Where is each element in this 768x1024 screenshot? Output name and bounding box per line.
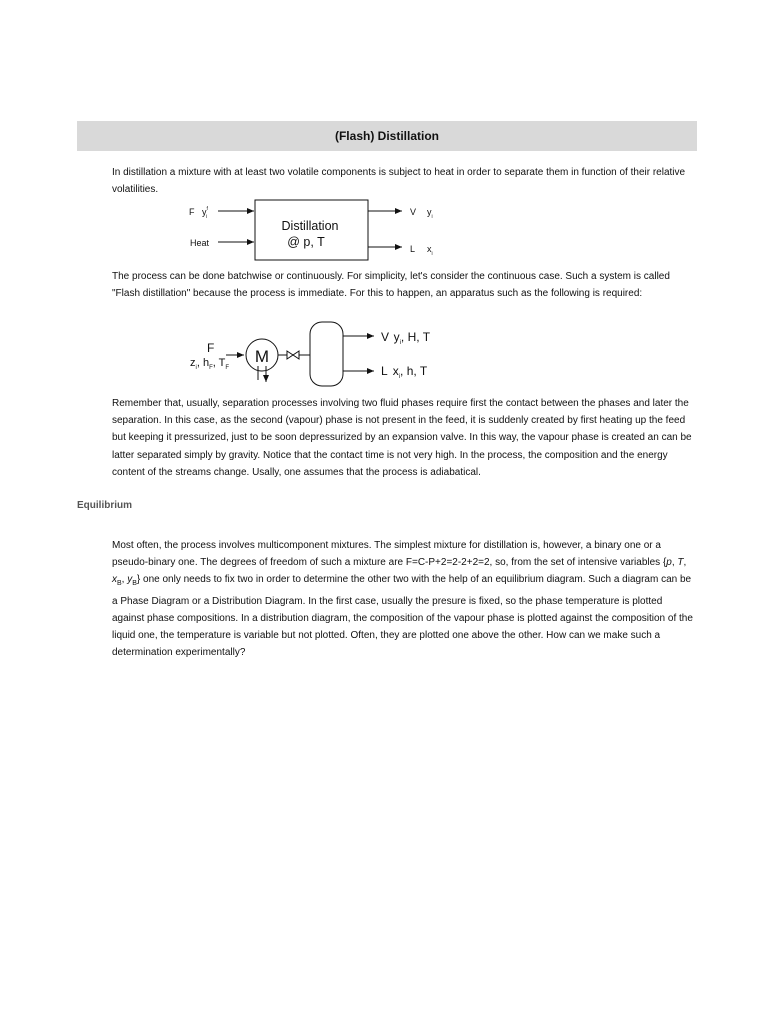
- vapour-comp: $y_i$: [427, 207, 433, 220]
- box-line1: Distillation: [281, 219, 339, 233]
- liquid-stream-label: L $x_i$, h, T: [381, 364, 428, 380]
- feed-comp: $y^f$ i: [202, 206, 208, 220]
- liquid-label: L: [410, 244, 416, 254]
- flash-apparatus-diagram: [0, 0, 768, 400]
- intro-paragraph: In distillation a mixture with at least two volatile components is subject to heat in order to separate them in function of their relative volatilities.: [112, 167, 686, 196]
- liquid-comp: $x_i$: [427, 244, 433, 257]
- box-line2: @ p, T: [287, 235, 325, 249]
- expansion-valve-icon: [287, 351, 299, 359]
- process-paragraph: The process can be done batchwise or continuously. For simplicity, let's consider the continuous case. Such a system is called "Flash distillation" because the process is immediate. For this to happen, an apparatus such as the following is required:: [112, 271, 670, 300]
- flash-drum-icon: [310, 322, 343, 386]
- feed-label: F: [189, 207, 195, 217]
- heat-exchanger-label: M: [254, 347, 270, 366]
- feed-f-label: F: [207, 341, 215, 355]
- vapour-stream-label: V $y_i$, H, T: [381, 330, 431, 346]
- feed-properties: $z_i$, $h_F$, $T_F$: [190, 357, 230, 371]
- section-title: (Flash) Distillation: [334, 129, 439, 143]
- separation-paragraph: Remember that, usually, separation processes involving two fluid phases require first the contact between the phases and later the separation. In this case, as the second (vapour) phase is not present in the feed, it is suddenly created by first heating up the feed but keeping it pressurized, just to be soon depressurized by an expansion valve. In this way, the vapour phase is created an can be latter separated simply by gravity. Notice that the contact time is not very high. In the process, the composition and the energy content of the streams change. Usally, one assumes that the process is adiabatical.: [112, 398, 692, 478]
- equilibrium-heading: Equilibrium: [77, 500, 132, 511]
- vapour-label: V: [410, 207, 417, 217]
- equilibrium-paragraph: Most often, the process involves multicomponent mixtures. The simplest mixture for distillation is, however, a binary one or a pseudo-binary one. The degrees of freedom of such a mixture are F=C-P+2=2-2+2=2, so, from the set of intensive variables {p, T, $x_B$, $y_B$} one only needs to fix two in order to determine the other two with the help of an equilibrium diagram. Such a diagram can be a Phase Diagram or a Distribution Diagram. In the first case, usually the presure is fixed, so the phase temperature is plotted against phase compositions. In a distribution diagram, the composition of the vapour phase is plotted against the composition of the liquid one, the temperature is variable but not plotted. Often, they are plotted one above the other. How can we make such a determination experimentally?: [112, 540, 693, 659]
- heat-label: Heat: [190, 238, 210, 248]
